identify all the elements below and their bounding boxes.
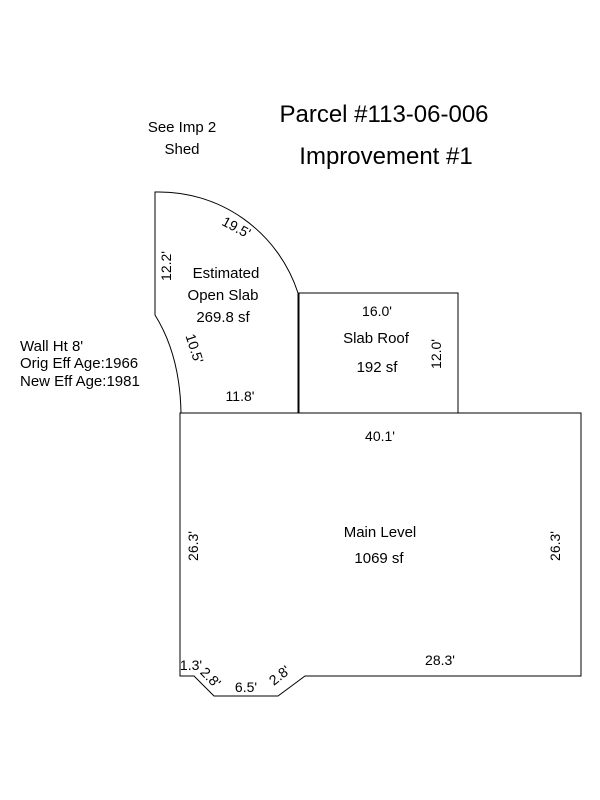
main-left-dimension: 26.3' — [185, 531, 201, 561]
parcel-title: Parcel #113-06-006 — [279, 101, 489, 128]
slab-arc-dimension: 19.5' — [219, 213, 254, 242]
main-level-label: Main Level — [343, 524, 417, 541]
slab-roof-label: Slab Roof — [343, 330, 409, 347]
open-slab-area: 269.8 sf — [196, 309, 250, 326]
open-slab-label-line2: Open Slab — [187, 287, 259, 304]
open-slab-label-line1: Estimated — [192, 265, 260, 282]
shed-note: Shed — [164, 141, 200, 158]
slab-left-dimension: 12.2' — [158, 251, 174, 281]
main-level-area: 1069 sf — [354, 550, 404, 567]
corner-c-dimension: 6.5' — [234, 679, 258, 695]
slab-roof-area: 192 sf — [356, 359, 398, 376]
slab-bottom-dimension: 11.8' — [225, 388, 255, 404]
slab-curve-dimension: 10.5' — [182, 331, 207, 366]
corner-a-dimension: 1.3' — [179, 657, 203, 673]
main-bottom-dimension: 28.3' — [425, 652, 455, 668]
corner-b-dimension: 2.8' — [197, 663, 225, 691]
improvement-title: Improvement #1 — [299, 143, 473, 170]
main-top-dimension: 40.1' — [365, 428, 395, 444]
shed-ref-note: See Imp 2 — [147, 119, 217, 136]
main-right-dimension: 26.3' — [547, 531, 563, 561]
wall-height-note: Wall Ht 8' — [20, 338, 84, 355]
new-eff-age-note: New Eff Age:1981 — [20, 373, 140, 390]
roof-top-dimension: 16.0' — [362, 303, 392, 319]
corner-d-dimension: 2.8' — [265, 662, 294, 689]
orig-eff-age-note: Orig Eff Age:1966 — [20, 355, 139, 372]
roof-right-dimension: 12.0' — [428, 339, 444, 369]
